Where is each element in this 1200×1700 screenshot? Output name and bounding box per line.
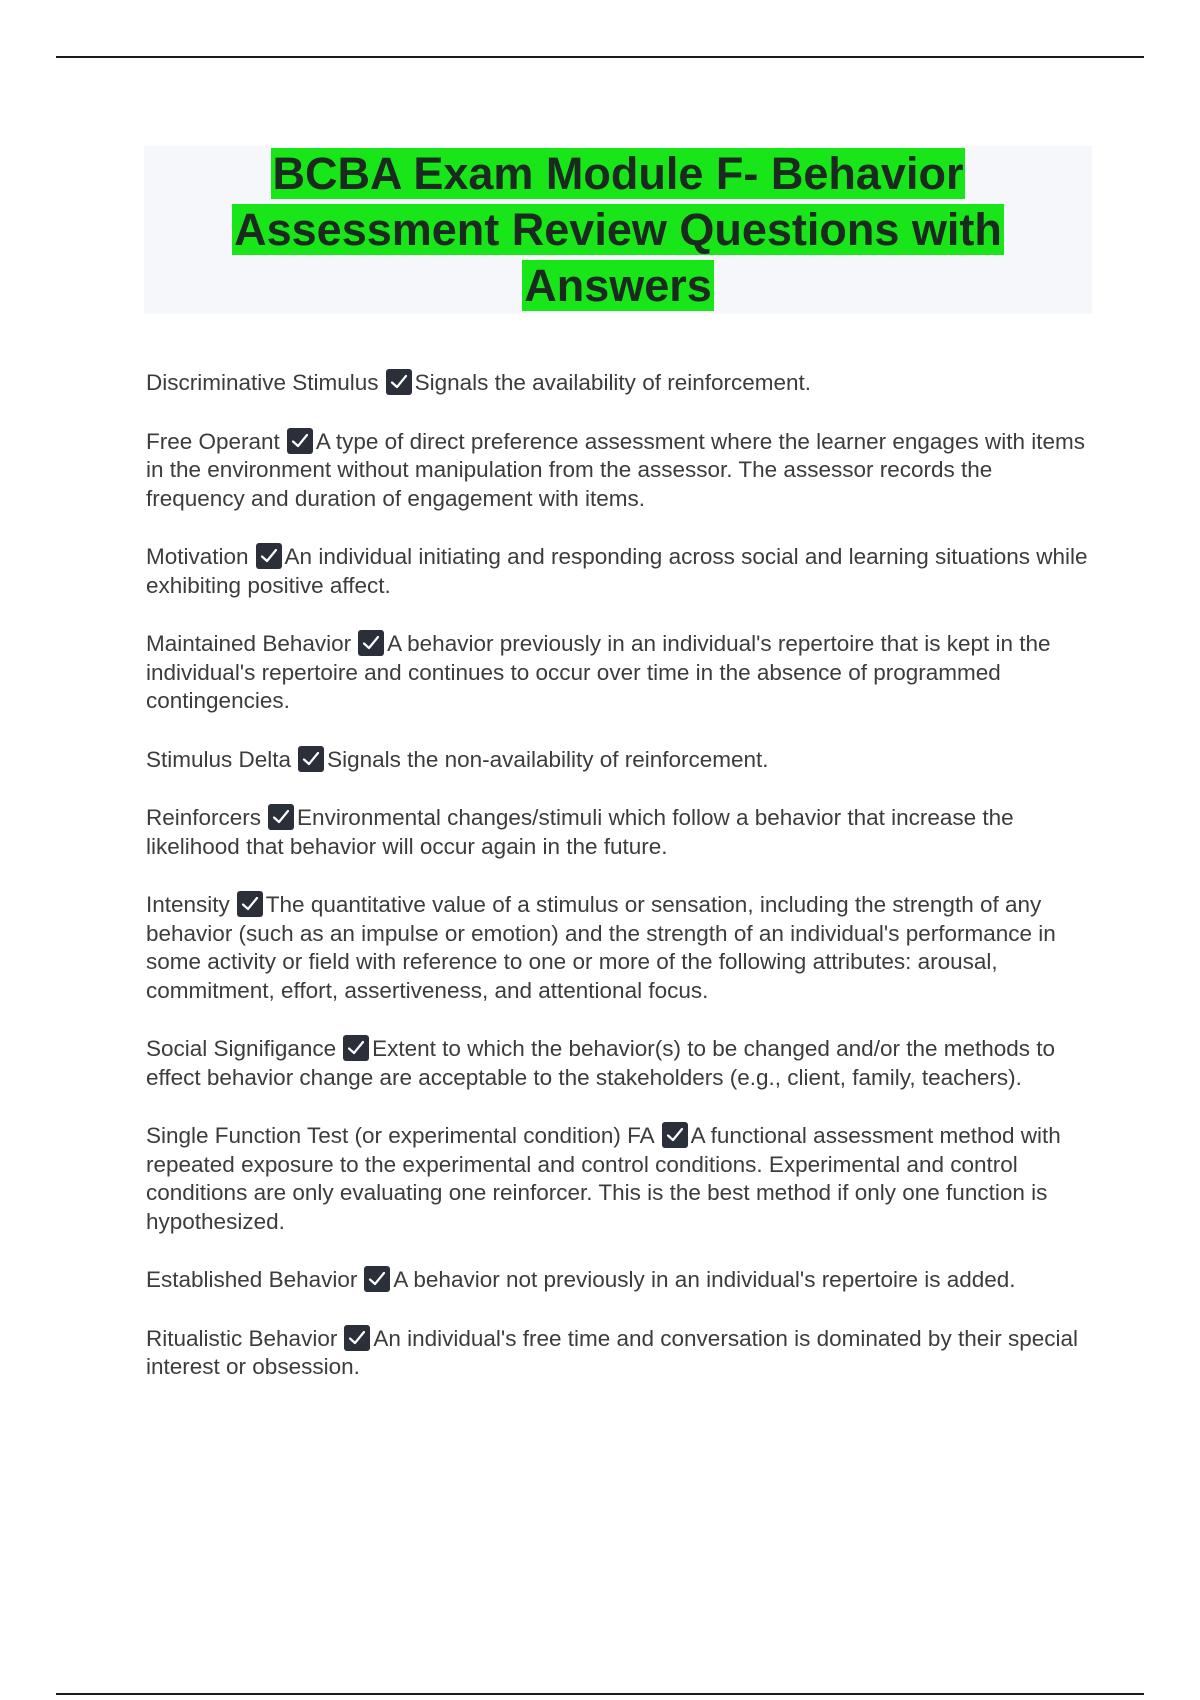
qa-term: Stimulus Delta [146, 746, 292, 772]
qa-term: Social Signifigance [146, 1036, 337, 1061]
qa-answer: A behavior not previously in an individual's repertoire is added. [393, 1267, 1016, 1292]
checkbox-checked-icon [237, 891, 263, 917]
page-title [188, 146, 1048, 314]
qa-term: Discriminative Stimulus [146, 370, 379, 395]
qa-item [146, 1122, 1096, 1236]
qa-item [146, 369, 1096, 398]
qa-item [146, 804, 1096, 861]
qa-answer: Environmental changes/stimuli which follow a behavior that increase the likelihood that behavior will occur again in the future. [146, 805, 1014, 859]
qa-item [146, 1035, 1096, 1092]
qa-answer: A type of direct preference assessment where the learner engages with items in the environment without manipulation from the assessor. The assessor records the frequency and duration of engagement with items. [146, 428, 1085, 511]
checkbox-checked-icon [358, 630, 384, 656]
qa-item [146, 543, 1096, 600]
qa-term: Maintained Behavior [146, 631, 352, 656]
qa-list [146, 369, 1096, 1412]
qa-item [146, 1266, 1096, 1295]
footer-rule [56, 1693, 1144, 1695]
checkbox-checked-icon [343, 1035, 369, 1061]
header-rule [56, 56, 1144, 58]
qa-answer: The quantitative value of a stimulus or sensation, including the strength of any behavior (such as an impulse or emotion) and the strength of an individual's performance in some activity or field with reference to one or more of the following attributes: arousal, commitment, effort, assertiveness, and attentional focus. [146, 892, 1056, 1003]
qa-term: Ritualistic Behavior [146, 1325, 338, 1351]
qa-answer: Signals the availability of reinforcement. [414, 370, 812, 395]
checkbox-checked-icon [287, 428, 313, 454]
checkbox-checked-icon [344, 1325, 370, 1351]
qa-term: Intensity [146, 892, 230, 917]
qa-term: Free Operant [146, 428, 280, 454]
title-banner [144, 146, 1092, 314]
checkbox-checked-icon [386, 369, 412, 395]
qa-answer: An individual initiating and responding across social and learning situations while exhibiting positive affect. [146, 544, 1088, 598]
qa-term: Reinforcers [146, 805, 262, 830]
qa-item [146, 891, 1096, 1005]
checkbox-checked-icon [364, 1266, 390, 1292]
qa-item [146, 1325, 1096, 1382]
checkbox-checked-icon [268, 804, 294, 830]
page-title-text: BCBA Exam Module F- Behavior Assessment Review Questions with Answers [234, 148, 1002, 311]
qa-term: Motivation [146, 544, 249, 569]
qa-item [146, 746, 1096, 775]
qa-answer: A behavior previously in an individual's repertoire that is kept in the individual's repertoire and continues to occur over time in the absence of programmed contingencies. [146, 631, 1051, 713]
qa-term: Established Behavior [146, 1267, 358, 1292]
checkbox-checked-icon [298, 746, 324, 772]
checkbox-checked-icon [662, 1122, 688, 1148]
qa-term: Single Function Test (or experimental condition) FA [146, 1123, 655, 1148]
checkbox-checked-icon [256, 543, 282, 569]
qa-answer: A functional assessment method with repeated exposure to the experimental and control conditions. Experimental and control conditions are only evaluating one reinforcer. This is the best method if only one function is hypothesized. [146, 1123, 1061, 1234]
qa-answer: Extent to which the behavior(s) to be changed and/or the methods to effect behavior change are acceptable to the stakeholders (e.g., client, family, teachers). [146, 1036, 1056, 1090]
qa-answer: Signals the non-availability of reinforcement. [327, 746, 769, 772]
qa-item [146, 630, 1096, 716]
qa-answer: An individual's free time and conversation is dominated by their special interest or obsession. [146, 1325, 1079, 1379]
qa-item [146, 428, 1096, 514]
